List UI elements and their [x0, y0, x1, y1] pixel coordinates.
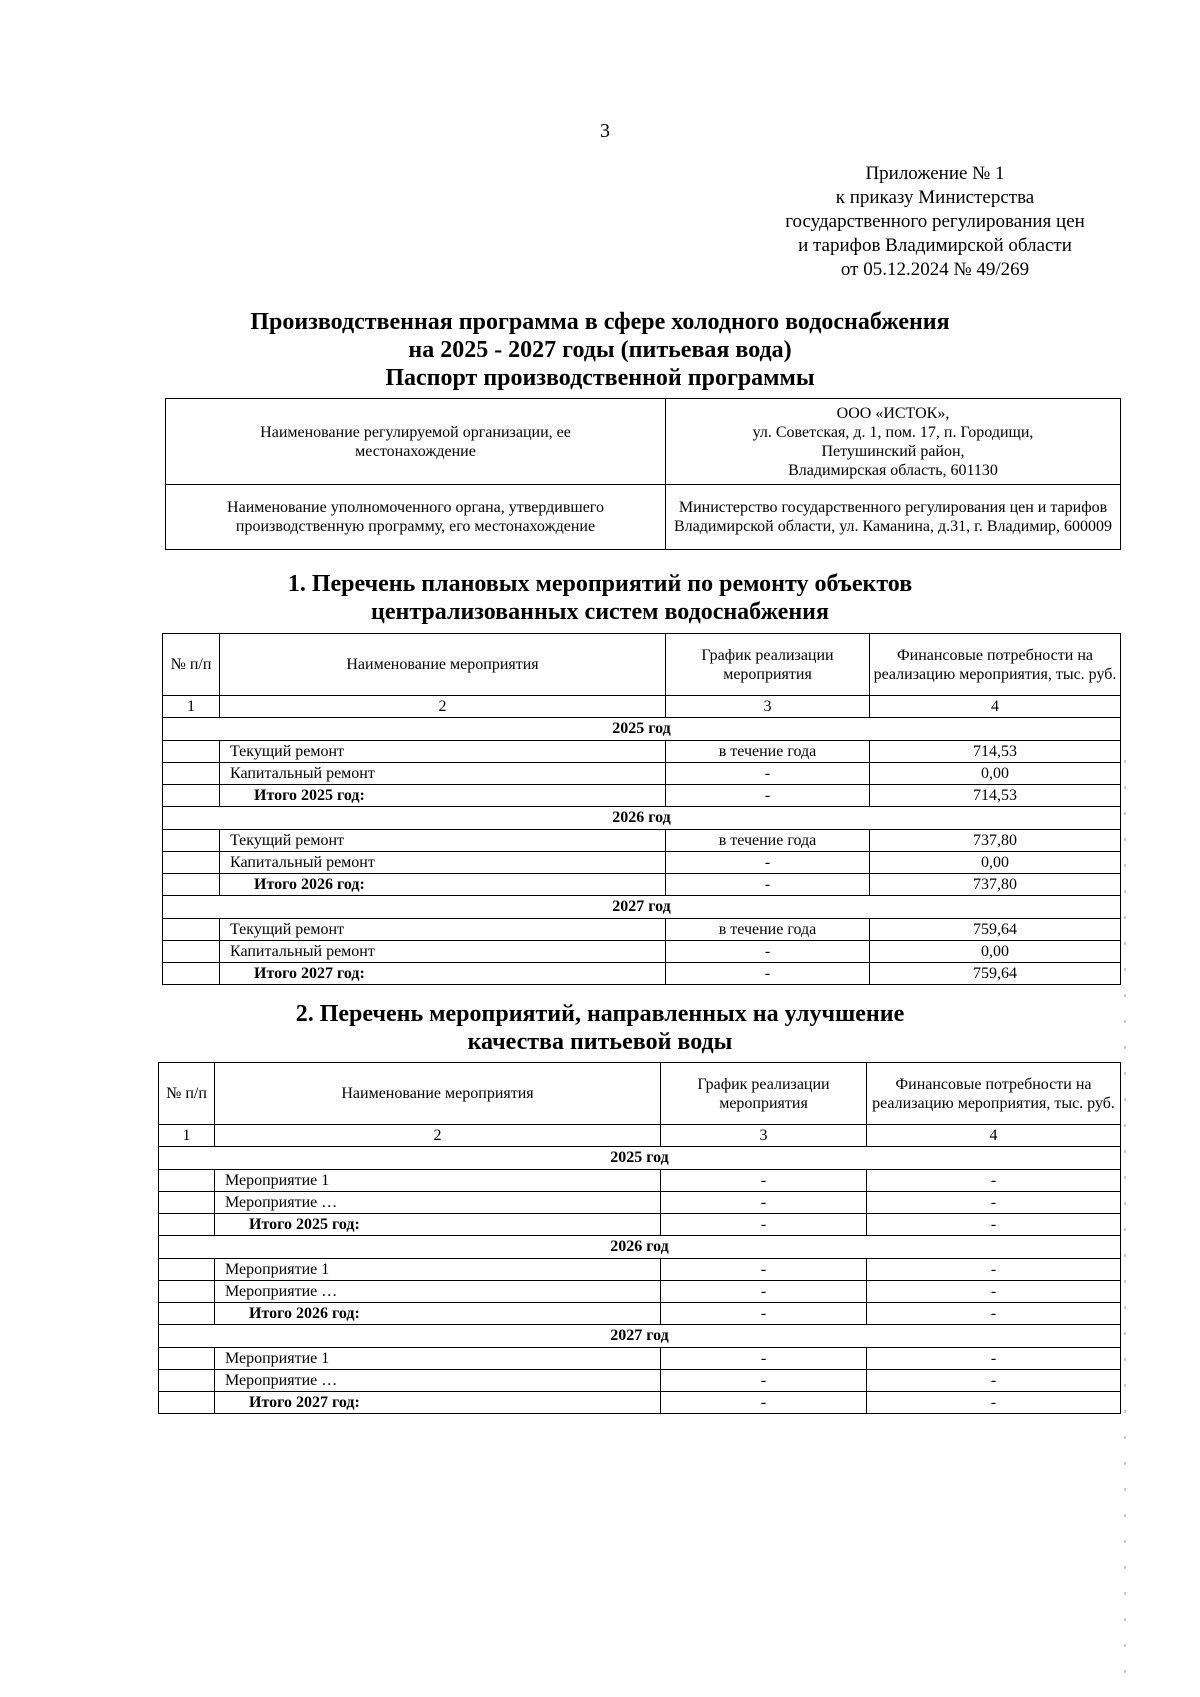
total-finance: 759,64	[870, 963, 1121, 985]
total-schedule: -	[666, 874, 870, 896]
org-value-line: Петушинский район,	[821, 442, 965, 460]
activity-schedule: в течение года	[666, 741, 870, 763]
activity-name: Мероприятие …	[215, 1370, 661, 1392]
col-number: 1	[159, 1125, 215, 1147]
activity-schedule: -	[666, 763, 870, 785]
org-value-line: ООО «ИСТОК»,	[836, 404, 950, 422]
activity-finance: -	[867, 1259, 1121, 1281]
total-label: Итого 2026 год:	[220, 874, 666, 896]
activity-name: Мероприятие …	[215, 1281, 661, 1303]
activity-schedule: -	[661, 1259, 867, 1281]
header-name: Наименование мероприятия	[220, 634, 666, 696]
activity-name: Текущий ремонт	[220, 919, 666, 941]
year-heading: 2026 год	[163, 807, 1121, 830]
activity-name: Текущий ремонт	[220, 830, 666, 852]
total-row	[159, 1214, 1121, 1236]
appendix-line: государственного регулирования цен	[785, 211, 1085, 232]
org-value-line: Владимирская область, 601130	[788, 461, 998, 479]
activity-finance: 759,64	[870, 919, 1121, 941]
activity-finance: 737,80	[870, 830, 1121, 852]
table-row	[159, 1259, 1121, 1281]
activity-name: Капитальный ремонт	[220, 763, 666, 785]
page-number: 3	[600, 120, 610, 142]
activity-name: Мероприятие …	[215, 1192, 661, 1214]
activity-schedule: -	[666, 852, 870, 874]
year-heading: 2027 год	[163, 896, 1121, 919]
col-number: 2	[215, 1125, 661, 1147]
total-schedule: -	[661, 1392, 867, 1414]
appendix-line: Приложение № 1	[865, 163, 1005, 184]
header-schedule: График реализации мероприятия	[666, 634, 870, 696]
activity-finance: -	[867, 1370, 1121, 1392]
repair-plan-table	[162, 633, 1121, 985]
header-num: № п/п	[163, 634, 220, 696]
header-finance: Финансовые потребности на реализацию мероприятия, тыс. руб.	[867, 1063, 1121, 1125]
activity-finance: 714,53	[870, 741, 1121, 763]
total-label: Итого 2025 год:	[215, 1214, 661, 1236]
total-schedule: -	[666, 785, 870, 807]
total-row	[163, 785, 1121, 807]
activity-schedule: -	[661, 1281, 867, 1303]
org-value-line: ул. Советская, д. 1, пом. 17, п. Городищи,	[752, 423, 1034, 441]
total-finance: -	[867, 1303, 1121, 1325]
section1-title: 1. Перечень плановых мероприятий по ремонту объектов	[287, 571, 913, 597]
header-finance: Финансовые потребности на реализацию мероприятия, тыс. руб.	[870, 634, 1121, 696]
table-row	[163, 741, 1121, 763]
year-heading: 2027 год	[159, 1325, 1121, 1348]
program-subtitle: на 2025 - 2027 годы (питьевая вода)	[408, 337, 792, 363]
section1-subtitle: централизованных систем водоснабжения	[371, 599, 829, 625]
total-label: Итого 2025 год:	[220, 785, 666, 807]
total-finance: 737,80	[870, 874, 1121, 896]
col-number: 2	[220, 696, 666, 718]
appendix-line: и тарифов Владимирской области	[798, 235, 1072, 256]
activity-schedule: -	[666, 941, 870, 963]
section2-title: 2. Перечень мероприятий, направленных на улучшение	[295, 1001, 905, 1027]
authority-value: Министерство государственного регулирования цен и тарифов Владимирской области, ул. Каманина, д.31, г. Владимир, 600009	[666, 485, 1121, 550]
total-schedule: -	[666, 963, 870, 985]
col-number: 1	[163, 696, 220, 718]
total-label: Итого 2027 год:	[220, 963, 666, 985]
authority-label: Наименование уполномоченного органа, утвердившего производственную программу, его местонахождение	[166, 485, 666, 550]
year-heading: 2026 год	[159, 1236, 1121, 1259]
table-row	[159, 1281, 1121, 1303]
total-label: Итого 2027 год:	[215, 1392, 661, 1414]
total-finance: -	[867, 1392, 1121, 1414]
scan-artifact	[1124, 760, 1126, 1690]
header-schedule: График реализации мероприятия	[661, 1063, 867, 1125]
org-label: Наименование регулируемой организации, ее местонахождение	[166, 399, 666, 485]
activity-finance: -	[867, 1192, 1121, 1214]
total-schedule: -	[661, 1214, 867, 1236]
col-number: 3	[666, 696, 870, 718]
activity-name: Мероприятие 1	[215, 1259, 661, 1281]
year-heading: 2025 год	[159, 1147, 1121, 1170]
table-row	[159, 1370, 1121, 1392]
table-row	[163, 919, 1121, 941]
total-row	[163, 963, 1121, 985]
total-schedule: -	[661, 1303, 867, 1325]
total-row	[163, 874, 1121, 896]
activity-name: Мероприятие 1	[215, 1170, 661, 1192]
activity-schedule: -	[661, 1370, 867, 1392]
passport-table	[165, 398, 1121, 550]
header-name: Наименование мероприятия	[215, 1063, 661, 1125]
table-row	[163, 763, 1121, 785]
table-row	[159, 1192, 1121, 1214]
table-row	[163, 852, 1121, 874]
total-label: Итого 2026 год:	[215, 1303, 661, 1325]
activity-name: Капитальный ремонт	[220, 941, 666, 963]
table-row	[159, 1348, 1121, 1370]
total-finance: 714,53	[870, 785, 1121, 807]
activity-schedule: -	[661, 1348, 867, 1370]
activity-finance: -	[867, 1348, 1121, 1370]
activity-schedule: -	[661, 1192, 867, 1214]
total-row	[159, 1303, 1121, 1325]
program-title: Производственная программа в сфере холодного водоснабжения	[250, 309, 950, 335]
table-row	[159, 1170, 1121, 1192]
activity-finance: -	[867, 1281, 1121, 1303]
col-number: 3	[661, 1125, 867, 1147]
activity-schedule: -	[661, 1170, 867, 1192]
activity-schedule: в течение года	[666, 919, 870, 941]
appendix-line: к приказу Министерства	[835, 187, 1035, 208]
col-number: 4	[867, 1125, 1121, 1147]
total-finance: -	[867, 1214, 1121, 1236]
activity-name: Капитальный ремонт	[220, 852, 666, 874]
activity-name: Мероприятие 1	[215, 1348, 661, 1370]
col-number: 4	[870, 696, 1121, 718]
total-row	[159, 1392, 1121, 1414]
header-num: № п/п	[159, 1063, 215, 1125]
table-row	[163, 830, 1121, 852]
org-value	[666, 399, 1121, 485]
section2-subtitle: качества питьевой воды	[467, 1029, 733, 1055]
activity-finance: -	[867, 1170, 1121, 1192]
activity-finance: 0,00	[870, 941, 1121, 963]
activity-finance: 0,00	[870, 763, 1121, 785]
year-heading: 2025 год	[163, 718, 1121, 741]
activity-schedule: в течение года	[666, 830, 870, 852]
appendix-line: от 05.12.2024 № 49/269	[840, 259, 1030, 280]
water-quality-table	[158, 1062, 1121, 1414]
passport-title: Паспорт производственной программы	[385, 365, 815, 391]
activity-finance: 0,00	[870, 852, 1121, 874]
activity-name: Текущий ремонт	[220, 741, 666, 763]
table-row	[163, 941, 1121, 963]
appendix-note	[740, 162, 1130, 282]
